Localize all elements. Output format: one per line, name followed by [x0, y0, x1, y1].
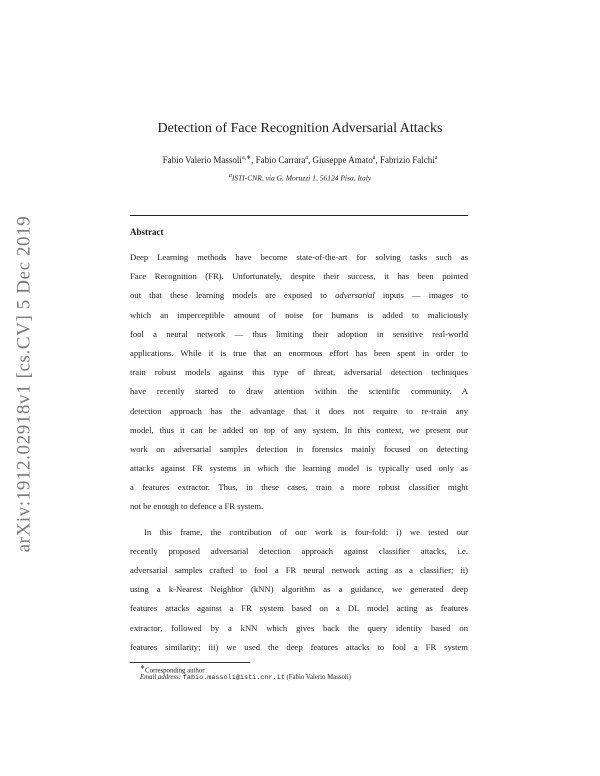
arxiv-sidebar-stamp — [4, 206, 44, 562]
email-owner: (Fabio Valerio Massoli) — [286, 674, 351, 681]
abstract-divider — [130, 215, 468, 216]
abstract-line: Face Recognition (FR). Unfortunately, despite their success, it has been pointed — [130, 271, 468, 282]
abstract-line: have recently started to draw attention within the scientific community. A — [130, 386, 468, 397]
email-address: fabio.massoli@isti.cnr.it — [182, 674, 285, 682]
author-affiliation-mark: a — [434, 155, 438, 161]
footnote-text: Corresponding author — [145, 667, 205, 675]
footnote-email — [140, 674, 351, 682]
emphasis-text: adversarial — [335, 290, 375, 301]
abstract-paragraph — [130, 248, 468, 517]
abstract-line: applications. While it is true that an enormous effort has been spent in order to — [130, 347, 468, 358]
abstract-line: detection approach has the advantage that it does not require to re-train any — [130, 405, 468, 416]
abstract-text: out that these learning models are exposed to — [130, 290, 336, 301]
affiliation-text: ISTI-CNR, via G. Moruzzi 1, 56124 Pisa, Italy — [231, 173, 372, 183]
author-name: Fabio Valerio Massoli — [162, 155, 242, 165]
author-affiliation-mark: a,∗ — [241, 155, 252, 161]
abstract-text: inputs — images to — [374, 290, 468, 301]
abstract-paragraph — [130, 523, 468, 657]
abstract-line — [130, 286, 468, 305]
abstract-line: Deep Learning methods have become state-of-the-art for solving tasks such as — [130, 252, 468, 262]
footnote-corresponding — [140, 664, 205, 674]
abstract-line: features similarity; iii) we used the deep features attacks to fool a FR system — [130, 641, 468, 652]
affiliation — [0, 173, 600, 183]
abstract-line: which an imperceptible amount of noise for humans is added to maliciously — [130, 309, 468, 320]
abstract-body — [130, 248, 468, 657]
abstract-line: not be enough to defence a FR system. — [130, 501, 264, 512]
abstract-line: features attacks against a FR system based on a DL model acting as features — [130, 603, 468, 614]
author-name: Fabio Carrara — [255, 155, 306, 165]
abstract-line: a features extractor. Thus, in these cases, train a more robust classifier might — [130, 482, 468, 493]
abstract-line: adversarial samples crafted to fool a FR neural network acting as a classifier; ii) — [130, 565, 468, 575]
abstract-line: train robust models against this type of threat, adversarial detection techniques — [130, 367, 468, 378]
arxiv-identifier: arXiv:1912.02918v1 [cs.CV] 5 Dec 2019 — [13, 215, 35, 553]
footnote-divider — [130, 662, 250, 663]
abstract-line: using a k-Nearest Neighbor (kNN) algorithm as a guidance, we generated deep — [130, 584, 468, 595]
abstract-line: In this frame, the contribution of our work is four-fold: i) we tested our — [144, 526, 468, 537]
affiliation-mark: a — [228, 173, 232, 179]
abstract-line: work on adversarial samples detection in forensics mainly focused on detecting — [130, 443, 468, 454]
abstract-line: fool a neural network — thus limiting their adoption in sensitive real-world — [130, 328, 468, 339]
author-name: Giuseppe Amato — [312, 155, 373, 165]
abstract-heading: Abstract — [130, 227, 164, 237]
author-affiliation-mark: a — [372, 155, 376, 161]
paper-title: Detection of Face Recognition Adversarial Attacks — [157, 121, 443, 136]
abstract-line: model, thus it can be added on top of any system. In this context, we present our — [130, 424, 468, 435]
abstract-line: extractor, followed by a kNN which gives back the query identity based on — [130, 622, 468, 633]
author-affiliation-mark: a — [305, 155, 309, 161]
footnote-mark: ∗ — [140, 665, 146, 671]
abstract-line: recently proposed adversarial detection approach against classifier attacks, i.e. — [130, 545, 468, 556]
abstract-line: attacks against FR systems in which the learning model is typically used only as — [130, 463, 468, 474]
email-label: Email address: — [140, 674, 182, 681]
author-list: Fabio Valerio Massoli$^{a,∗}$, Fabio Carrara$^a$, Giuseppe Amato$^a$, Fabrizio Falchi$^a$ — [162, 155, 438, 165]
author-name: Fabrizio Falchi — [379, 155, 435, 165]
